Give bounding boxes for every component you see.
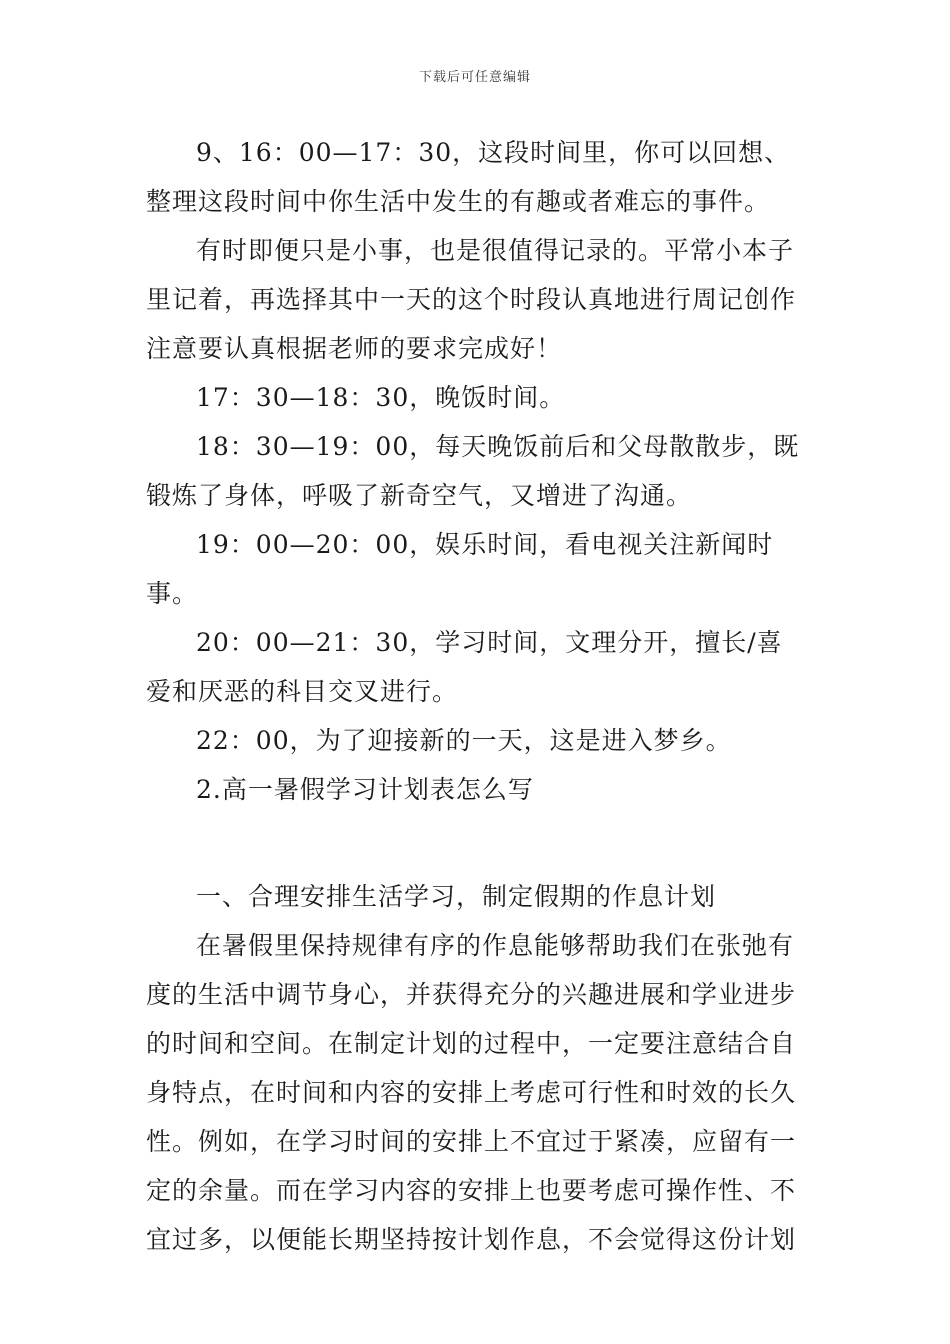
paragraph-walk: 18：30—19：00，每天晚饭前后和父母散散步，既锻炼了身体，呼吸了新奇空气，又增进了沟通。 xyxy=(146,432,800,510)
paragraph-9-schedule: 9、16：00—17：30，这段时间里，你可以回想、整理这段时间中你生活中发生的有趣或者难忘的事件。 xyxy=(146,138,791,216)
paragraph-dinner: 17：30—18：30，晚饭时间。 xyxy=(196,383,566,412)
section-body: 在暑假里保持规律有序的作息能够帮助我们在张弛有度的生活中调节身心，并获得充分的兴趣进展和学业进步的时间和空间。在制定计划的过程中，一定要注意结合自身特点，在时间和内容的安排上考虑可行性和时效的长久性。例如，在学习时间的安排上不宜过于紧凑，应留有一定的余量。而在学习内容的安排上也要考虑可操作性、不宜过多，以便能长期坚持按计划作息，不会觉得这份计划 xyxy=(146,931,797,1254)
section-heading: 一、合理安排生活学习，制定假期的作息计划 xyxy=(196,882,717,911)
blank-spacer xyxy=(146,814,808,872)
page-header: 下载后可任意编辑 xyxy=(418,70,531,85)
section-title: 2.高一暑假学习计划表怎么写 xyxy=(196,775,534,804)
document-body xyxy=(146,128,808,1264)
paragraph-record-note: 有时即便只是小事，也是很值得记录的。平常小本子里记着，再选择其中一天的这个时段认真地进行周记创作注意要认真根据老师的要求完成好！ xyxy=(146,236,797,363)
paragraph-sleep: 22：00，为了迎接新的一天，这是进入梦乡。 xyxy=(196,726,732,755)
paragraph-entertainment: 19：00—20：00，娱乐时间，看电视关注新闻时事。 xyxy=(146,530,774,608)
paragraph-study: 20：00—21：30，学习时间，文理分开，擅长/喜爱和厌恶的科目交叉进行。 xyxy=(146,628,783,706)
